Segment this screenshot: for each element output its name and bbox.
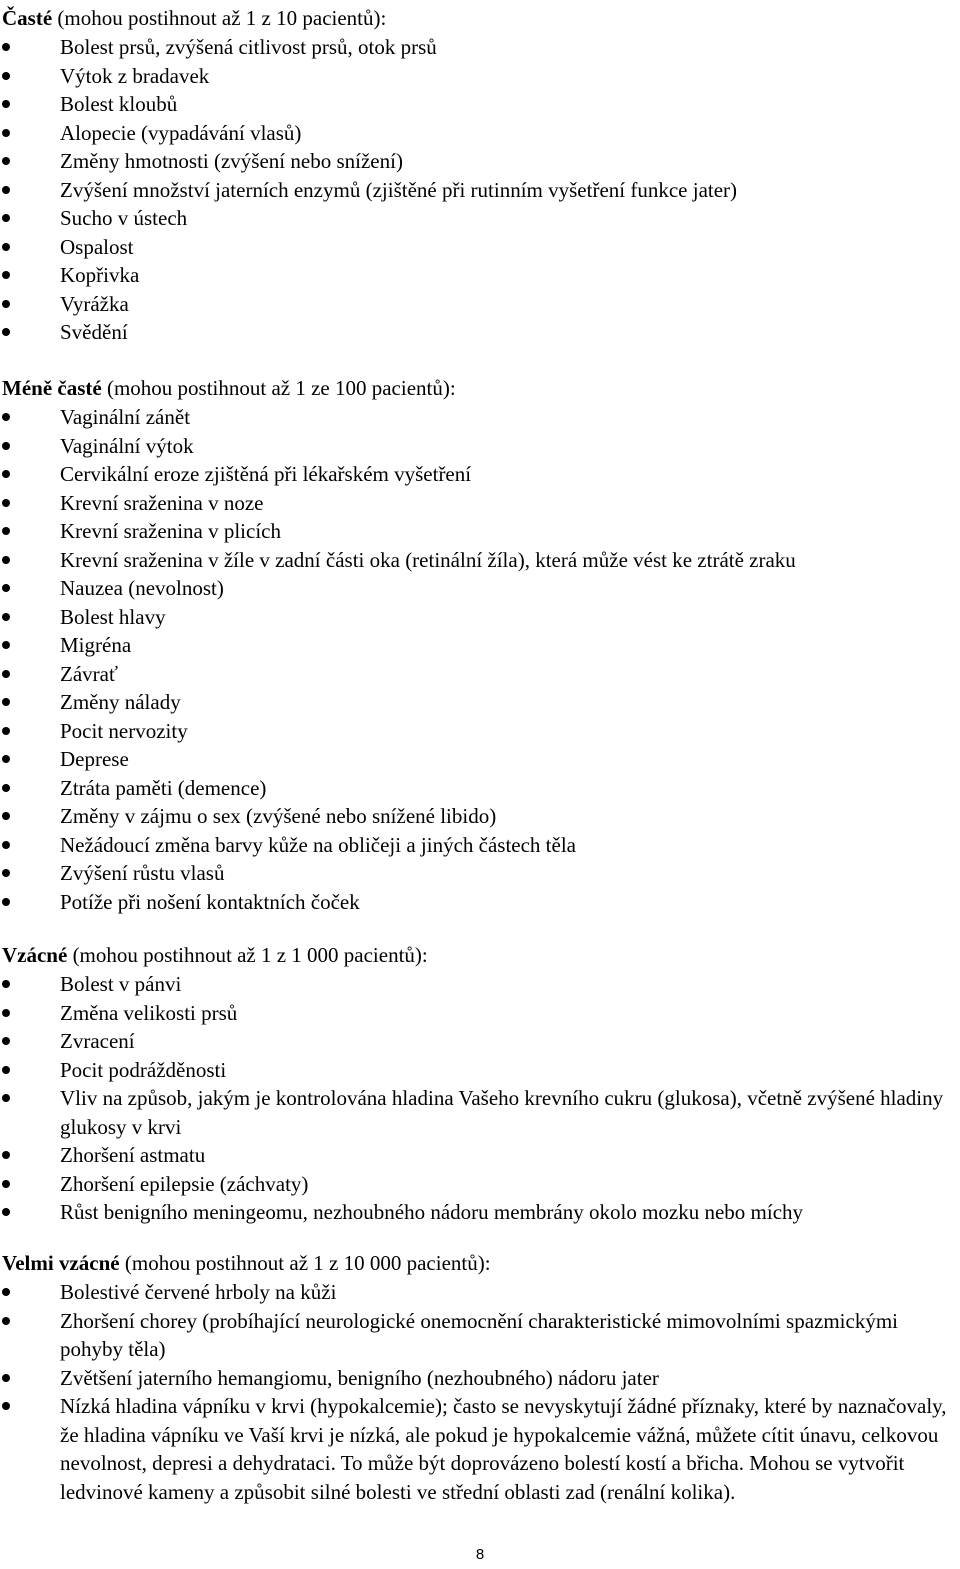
list-item: Zhoršení epilepsie (záchvaty): [2, 1170, 952, 1199]
bullet-icon: [2, 1094, 10, 1102]
bullet-icon: [2, 755, 10, 763]
bullet-icon: [2, 841, 10, 849]
section-heading: [2, 4, 952, 33]
side-effect-list: [2, 33, 952, 347]
bullet-icon: [2, 470, 10, 478]
list-item: Bolest kloubů: [2, 90, 952, 119]
list-item: Bolest prsů, zvýšená citlivost prsů, otok prsů: [2, 33, 952, 62]
frequency-label: Velmi vzácné: [2, 1251, 120, 1275]
list-item: Vaginální zánět: [2, 403, 952, 432]
list-item: Ospalost: [2, 233, 952, 262]
list-item: Migréna: [2, 631, 952, 660]
bullet-icon: [2, 1037, 10, 1045]
bullet-icon: [2, 72, 10, 80]
list-item: Zhoršení chorey (probíhající neurologické onemocnění charakteristické mimovolními spazmickými pohyby těla): [2, 1307, 952, 1364]
list-item: Bolest hlavy: [2, 603, 952, 632]
bullet-icon: [2, 100, 10, 108]
bullet-icon: [2, 214, 10, 222]
bullet-icon: [2, 980, 10, 988]
bullet-icon: [2, 413, 10, 421]
list-item: Změny v zájmu o sex (zvýšené nebo snížené libido): [2, 802, 952, 831]
bullet-icon: [2, 300, 10, 308]
bullet-icon: [2, 442, 10, 450]
bullet-icon: [2, 271, 10, 279]
list-item: Krevní sraženina v žíle v zadní části oka (retinální žíla), která může vést ke ztrátě zraku: [2, 546, 952, 575]
bullet-icon: [2, 1208, 10, 1216]
bullet-icon: [2, 641, 10, 649]
bullet-icon: [2, 499, 10, 507]
list-item: Nauzea (nevolnost): [2, 574, 952, 603]
bullet-icon: [2, 698, 10, 706]
list-item: Svědění: [2, 318, 952, 347]
bullet-icon: [2, 869, 10, 877]
list-item: Potíže při nošení kontaktních čoček: [2, 888, 952, 917]
list-item: Zvracení: [2, 1027, 952, 1056]
bullet-icon: [2, 1066, 10, 1074]
bullet-icon: [2, 129, 10, 137]
list-item: Zvětšení jaterního hemangiomu, benigního (nezhoubného) nádoru jater: [2, 1364, 952, 1393]
bullet-icon: [2, 1402, 10, 1410]
bullet-icon: [2, 43, 10, 51]
side-effect-list: [2, 403, 952, 916]
bullet-icon: [2, 1317, 10, 1325]
section-heading: [2, 1249, 952, 1278]
list-item: Změny hmotnosti (zvýšení nebo snížení): [2, 147, 952, 176]
bullet-icon: [2, 670, 10, 678]
list-item: Vliv na způsob, jakým je kontrolována hladina Vašeho krevního cukru (glukosa), včetně zvýšené hladiny glukosy v krvi: [2, 1084, 952, 1141]
list-item: Sucho v ústech: [2, 204, 952, 233]
bullet-icon: [2, 186, 10, 194]
frequency-description: (mohou postihnout až 1 z 1 000 pacientů):: [67, 943, 428, 967]
list-item: Krevní sraženina v plicích: [2, 517, 952, 546]
bullet-icon: [2, 243, 10, 251]
list-item: Cervikální eroze zjištěná při lékařském vyšetření: [2, 460, 952, 489]
frequency-description: (mohou postihnout až 1 z 10 pacientů):: [52, 6, 387, 30]
list-item: Změny nálady: [2, 688, 952, 717]
bullet-icon: [2, 328, 10, 336]
side-effect-list: [2, 1278, 952, 1506]
bullet-icon: [2, 727, 10, 735]
bullet-icon: [2, 784, 10, 792]
page-number: 8: [475, 1546, 485, 1563]
list-item: Deprese: [2, 745, 952, 774]
bullet-icon: [2, 584, 10, 592]
list-item: Zhoršení astmatu: [2, 1141, 952, 1170]
list-item: Ztráta paměti (demence): [2, 774, 952, 803]
bullet-icon: [2, 556, 10, 564]
list-item: Nežádoucí změna barvy kůže na obličeji a jiných částech těla: [2, 831, 952, 860]
frequency-label: Vzácné: [2, 943, 68, 967]
list-item: Závrať: [2, 660, 952, 689]
frequency-label: Časté: [2, 6, 53, 30]
section-heading: [2, 374, 952, 403]
list-item: Zvýšení růstu vlasů: [2, 859, 952, 888]
frequency-description: (mohou postihnout až 1 ze 100 pacientů):: [101, 376, 456, 400]
list-item: Růst benigního meningeomu, nezhoubného nádoru membrány okolo mozku nebo míchy: [2, 1198, 952, 1227]
section-uncommon: [2, 374, 952, 916]
section-very-rare: [2, 1249, 952, 1506]
bullet-icon: [2, 898, 10, 906]
list-item: Krevní sraženina v noze: [2, 489, 952, 518]
list-item: Změna velikosti prsů: [2, 999, 952, 1028]
list-item: Bolestivé červené hrboly na kůži: [2, 1278, 952, 1307]
side-effect-list: [2, 970, 952, 1227]
bullet-icon: [2, 1180, 10, 1188]
list-item: Nízká hladina vápníku v krvi (hypokalcemie); často se nevyskytují žádné příznaky, které by naznačovaly, že hladina vápníku ve Vaší krvi je nízká, ale pokud je hypokalcemie vážná, můžete cítit únavu, celkovou nevolnost, depresi a dehydrataci. To může být doprovázeno bolestí kostí a břicha. Mohou se vytvořit ledvinové kameny a způsobit silné bolesti ve střední oblasti zad (renální kolika).: [2, 1392, 952, 1506]
bullet-icon: [2, 157, 10, 165]
section-common: [2, 4, 952, 347]
list-item: Pocit podrážděnosti: [2, 1056, 952, 1085]
list-item: Vyrážka: [2, 290, 952, 319]
section-rare: [2, 941, 952, 1227]
list-item: Pocit nervozity: [2, 717, 952, 746]
bullet-icon: [2, 527, 10, 535]
list-item: Alopecie (vypadávání vlasů): [2, 119, 952, 148]
bullet-icon: [2, 1288, 10, 1296]
list-item: Výtok z bradavek: [2, 62, 952, 91]
list-item: Bolest v pánvi: [2, 970, 952, 999]
bullet-icon: [2, 1151, 10, 1159]
bullet-icon: [2, 1009, 10, 1017]
bullet-icon: [2, 1374, 10, 1382]
section-heading: [2, 941, 952, 970]
frequency-description: (mohou postihnout až 1 z 10 000 pacientů):: [119, 1251, 491, 1275]
bullet-icon: [2, 812, 10, 820]
list-item: Zvýšení množství jaterních enzymů (zjištěné při rutinním vyšetření funkce jater): [2, 176, 952, 205]
frequency-label: Méně časté: [2, 376, 102, 400]
list-item: Vaginální výtok: [2, 432, 952, 461]
bullet-icon: [2, 613, 10, 621]
list-item: Kopřivka: [2, 261, 952, 290]
